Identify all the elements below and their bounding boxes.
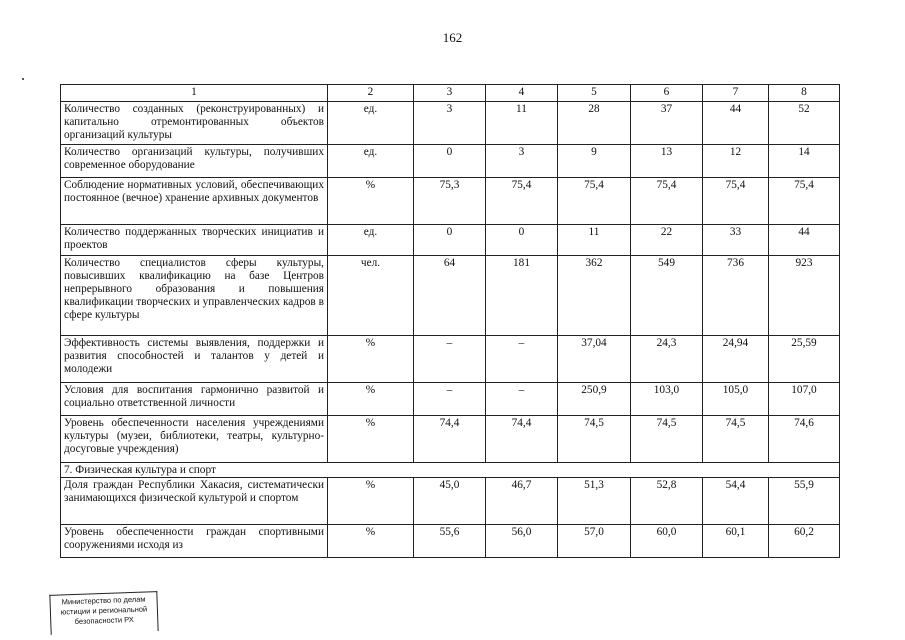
value-cell: 74,4 — [414, 416, 486, 463]
table-row — [61, 336, 840, 383]
scan-mark — [22, 78, 24, 80]
table-row — [61, 102, 840, 145]
header-cell: 1 — [61, 85, 328, 102]
value-cell: 107,0 — [769, 383, 840, 416]
value-cell: 103,0 — [631, 383, 703, 416]
value-cell: 37,04 — [558, 336, 631, 383]
value-cell: 44 — [703, 102, 769, 145]
value-cell: 12 — [703, 145, 769, 178]
unit-cell: % — [328, 178, 414, 225]
value-cell: 52 — [769, 102, 840, 145]
unit-cell: чел. — [328, 256, 414, 336]
header-cell: 4 — [486, 85, 558, 102]
header-cell: 7 — [703, 85, 769, 102]
unit-cell: ед. — [328, 145, 414, 178]
value-cell: 56,0 — [486, 525, 558, 558]
table-row — [61, 256, 840, 336]
value-cell: – — [486, 383, 558, 416]
indicator-name: Уровень обеспеченности населения учреждениями культуры (музеи, библиотеки, театры, культурно-досуговые учреждения) — [61, 416, 328, 463]
value-cell: 24,94 — [703, 336, 769, 383]
value-cell: 75,4 — [486, 178, 558, 225]
stamp-line: Министерство по делам — [61, 594, 146, 607]
value-cell: 46,7 — [486, 478, 558, 525]
value-cell: 52,8 — [631, 478, 703, 525]
value-cell: 74,6 — [769, 416, 840, 463]
value-cell: 11 — [486, 102, 558, 145]
value-cell: 75,3 — [414, 178, 486, 225]
value-cell: 74,5 — [631, 416, 703, 463]
value-cell: 45,0 — [414, 478, 486, 525]
indicator-name: Эффективность системы выявления, поддержки и развития способностей и талантов у детей и молодежи — [61, 336, 328, 383]
table-row — [61, 478, 840, 525]
value-cell: 181 — [486, 256, 558, 336]
value-cell: 55,9 — [769, 478, 840, 525]
value-cell: 54,4 — [703, 478, 769, 525]
indicator-name: Количество организаций культуры, получивших современное оборудование — [61, 145, 328, 178]
header-cell: 3 — [414, 85, 486, 102]
value-cell: – — [486, 336, 558, 383]
table-row — [61, 383, 840, 416]
value-cell: 60,1 — [703, 525, 769, 558]
table-header-row — [61, 85, 840, 102]
value-cell: 0 — [414, 145, 486, 178]
registration-stamp — [49, 591, 158, 635]
unit-cell: % — [328, 525, 414, 558]
value-cell: 24,3 — [631, 336, 703, 383]
value-cell: 3 — [486, 145, 558, 178]
value-cell: – — [414, 336, 486, 383]
value-cell: 105,0 — [703, 383, 769, 416]
header-cell: 6 — [631, 85, 703, 102]
value-cell: 75,4 — [558, 178, 631, 225]
table-row — [61, 525, 840, 558]
indicator-name: Количество поддержанных творческих инициатив и проектов — [61, 225, 328, 256]
indicator-name: Уровень обеспеченности граждан спортивными сооружениями исходя из — [61, 525, 328, 558]
value-cell: 0 — [414, 225, 486, 256]
value-cell: 11 — [558, 225, 631, 256]
header-cell: 5 — [558, 85, 631, 102]
value-cell: 74,4 — [486, 416, 558, 463]
value-cell: 60,2 — [769, 525, 840, 558]
value-cell: 44 — [769, 225, 840, 256]
value-cell: 75,4 — [769, 178, 840, 225]
value-cell: 60,0 — [631, 525, 703, 558]
value-cell: 74,5 — [703, 416, 769, 463]
value-cell: 55,6 — [414, 525, 486, 558]
table-row — [61, 225, 840, 256]
table-body — [61, 85, 840, 558]
value-cell: 3 — [414, 102, 486, 145]
value-cell: 74,5 — [558, 416, 631, 463]
unit-cell: % — [328, 478, 414, 525]
value-cell: 51,3 — [558, 478, 631, 525]
section-row — [61, 463, 840, 478]
indicator-name: Условия для воспитания гармонично развитой и социально ответственной личности — [61, 383, 328, 416]
unit-cell: ед. — [328, 102, 414, 145]
value-cell: 9 — [558, 145, 631, 178]
unit-cell: % — [328, 416, 414, 463]
value-cell: 736 — [703, 256, 769, 336]
value-cell: 250,9 — [558, 383, 631, 416]
section-title: 7. Физическая культура и спорт — [61, 463, 840, 478]
value-cell: 25,59 — [769, 336, 840, 383]
value-cell: 14 — [769, 145, 840, 178]
value-cell: 0 — [486, 225, 558, 256]
value-cell: 37 — [631, 102, 703, 145]
header-cell: 2 — [328, 85, 414, 102]
unit-cell: % — [328, 383, 414, 416]
unit-cell: % — [328, 336, 414, 383]
table-row — [61, 145, 840, 178]
table-row — [61, 178, 840, 225]
indicator-name: Доля граждан Республики Хакасия, систематически занимающихся физической культурой и спортом — [61, 478, 328, 525]
header-cell: 8 — [769, 85, 840, 102]
table-row — [61, 416, 840, 463]
value-cell: 64 — [414, 256, 486, 336]
value-cell: 22 — [631, 225, 703, 256]
value-cell: 33 — [703, 225, 769, 256]
value-cell: 28 — [558, 102, 631, 145]
value-cell: 57,0 — [558, 525, 631, 558]
value-cell: 923 — [769, 256, 840, 336]
stamp-line: юстиции и региональной — [60, 604, 148, 617]
value-cell: 13 — [631, 145, 703, 178]
indicator-name: Количество специалистов сферы культуры, повысивших квалификацию на базе Центров непрерывного образования и повышения квалификации творческих и управленческих кадров в сфере культуры — [61, 256, 328, 336]
value-cell: 75,4 — [631, 178, 703, 225]
indicators-table — [60, 84, 840, 558]
value-cell: – — [414, 383, 486, 416]
indicator-name: Количество созданных (реконструированных) и капитально отремонтированных объектов организаций культуры — [61, 102, 328, 145]
value-cell: 75,4 — [703, 178, 769, 225]
indicator-name: Соблюдение нормативных условий, обеспечивающих постоянное (вечное) хранение архивных документов — [61, 178, 328, 225]
stamp-line: безопасности РХ — [74, 614, 134, 627]
unit-cell: ед. — [328, 225, 414, 256]
value-cell: 362 — [558, 256, 631, 336]
page-number: 162 — [442, 30, 463, 45]
value-cell: 549 — [631, 256, 703, 336]
